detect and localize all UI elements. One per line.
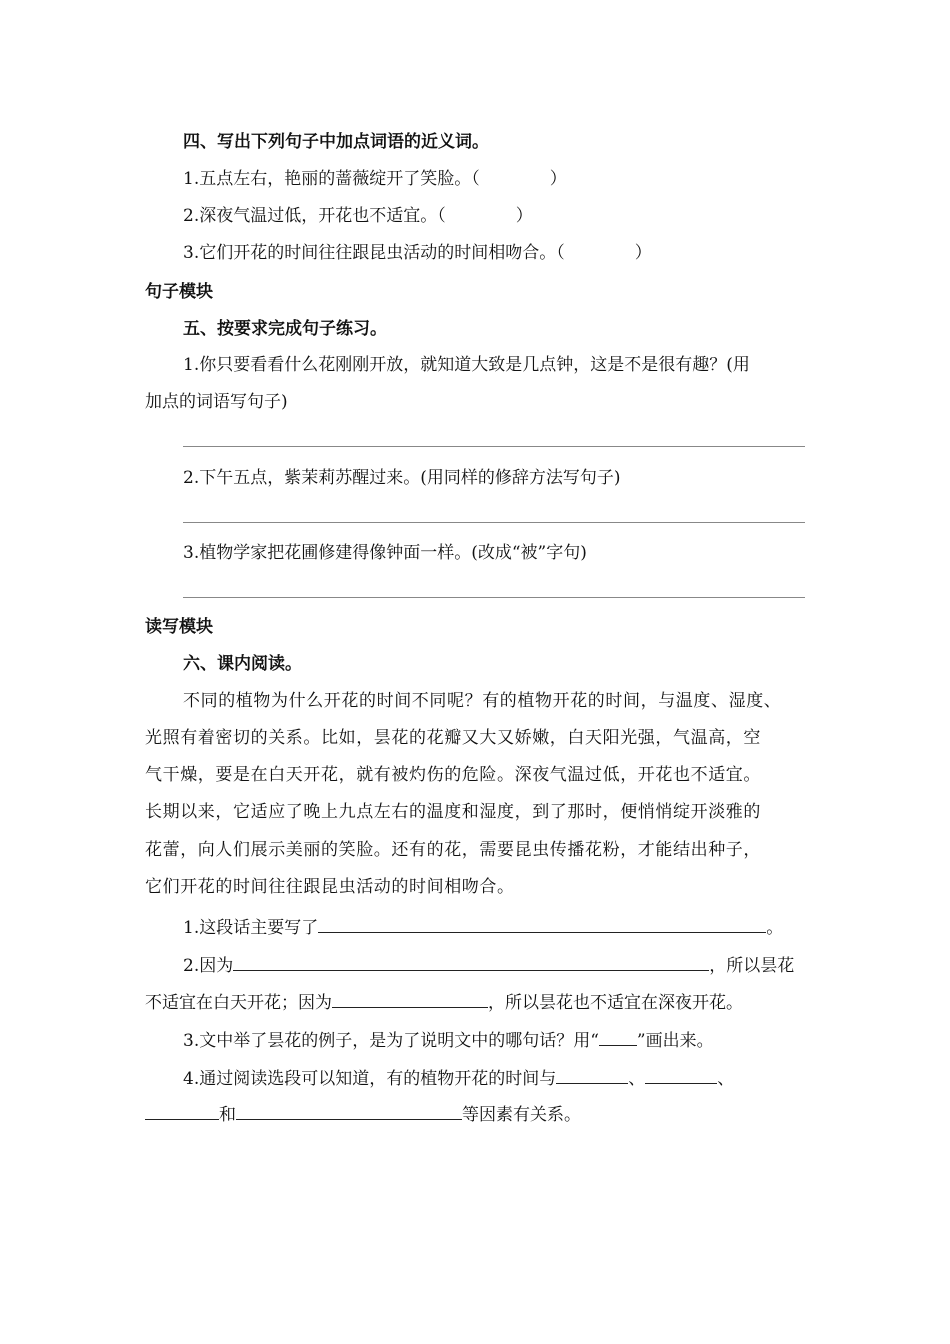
passage-line-6: 它们开花的时间往往跟昆虫活动的时间相吻合。 xyxy=(145,877,515,897)
passage-line-3: 气干燥，要是在白天开花，就有被灼伤的危险。深夜气温过低，开花也不适宜。 xyxy=(145,765,761,785)
item-text: 2.深夜气温过低，开花也不适宜。（ xyxy=(183,206,446,226)
q4-sep: 、 xyxy=(717,1069,735,1089)
section5-q3: 3.植物学家把花圃修建得像钟面一样。(改成“被”字句) xyxy=(183,543,587,563)
q1-text: 1.这段话主要写了 xyxy=(183,918,319,938)
answer-line-q1[interactable] xyxy=(183,446,805,447)
q4-blank-1[interactable] xyxy=(556,1065,628,1084)
q2-blank-1[interactable] xyxy=(233,952,709,971)
section6-title: 六、课内阅读。 xyxy=(183,654,302,674)
q4-blank-2[interactable] xyxy=(645,1065,717,1084)
q1-blank[interactable] xyxy=(318,914,766,933)
q3-end: ”画出来。 xyxy=(636,1031,714,1051)
answer-line-q3[interactable] xyxy=(183,597,805,598)
q4-sep: 、 xyxy=(628,1069,646,1089)
section5-q1-line2: 加点的词语写句子) xyxy=(145,392,288,412)
q2-line2-text: 不适宜在白天开花；因为 xyxy=(145,993,332,1013)
module-heading-reading: 读写模块 xyxy=(145,617,213,637)
section4-item-1 xyxy=(183,167,805,191)
section5-title: 五、按要求完成句子练习。 xyxy=(183,319,387,339)
passage-line-1: 不同的植物为什么开花的时间不同呢？有的植物开花的时间，与温度、湿度、 xyxy=(183,691,782,711)
answer-line-q2[interactable] xyxy=(183,522,805,523)
q2-text: 2.因为 xyxy=(183,956,234,976)
passage-line-2: 光照有着密切的关系。比如，昙花的花瓣又大又娇嫩，白天阳光强，气温高，空 xyxy=(145,728,761,748)
passage-line-5: 花蕾，向人们展示美丽的笑脸。还有的花，需要昆虫传播花粉，才能结出种子， xyxy=(145,840,761,860)
q2-mid: ，所以昙花 xyxy=(709,956,795,976)
close-paren: ） xyxy=(634,243,652,263)
item-text: 3.它们开花的时间往往跟昆虫活动的时间相吻合。（ xyxy=(183,243,565,263)
section5-q1-line1: 1.你只要看看什么花刚刚开放，就知道大致是几点钟，这是不是很有趣？(用 xyxy=(183,355,750,375)
q4-blank-4[interactable] xyxy=(236,1101,462,1120)
section4-title: 四、写出下列句子中加点词语的近义词。 xyxy=(183,132,489,152)
section4-item-2 xyxy=(183,204,805,228)
q4-and: 和 xyxy=(219,1105,236,1125)
q4-blank-3[interactable] xyxy=(145,1101,219,1120)
passage-line-4: 长期以来，它适应了晚上九点左右的温度和湿度，到了那时，便悄悄绽开淡雅的 xyxy=(145,802,761,822)
reading-q2-line1 xyxy=(183,952,805,978)
q2-line2-end: ，所以昙花也不适宜在深夜开花。 xyxy=(488,993,743,1013)
reading-q4-line2 xyxy=(145,1101,805,1127)
section5-q2: 2.下午五点，紫茉莉苏醒过来。(用同样的修辞方法写句子) xyxy=(183,468,621,488)
reading-q3 xyxy=(183,1027,805,1053)
reading-q1 xyxy=(183,914,805,940)
q4-end: 等因素有关系。 xyxy=(462,1105,581,1125)
module-heading-sentence: 句子模块 xyxy=(145,282,213,302)
reading-q4-line1 xyxy=(183,1065,805,1091)
q3-text: 3.文中举了昙花的例子，是为了说明文中的哪句话？用“ xyxy=(183,1031,599,1051)
section4-item-3 xyxy=(183,241,805,265)
close-paren: ） xyxy=(515,206,533,226)
close-paren: ） xyxy=(549,169,567,189)
q4-text: 4.通过阅读选段可以知道，有的植物开花的时间与 xyxy=(183,1069,557,1089)
reading-q2-line2 xyxy=(145,989,805,1015)
q2-blank-2[interactable] xyxy=(332,989,488,1008)
item-text: 1.五点左右，艳丽的蔷薇绽开了笑脸。（ xyxy=(183,169,480,189)
q3-underline-sample xyxy=(599,1027,637,1046)
q1-end: 。 xyxy=(766,918,784,938)
